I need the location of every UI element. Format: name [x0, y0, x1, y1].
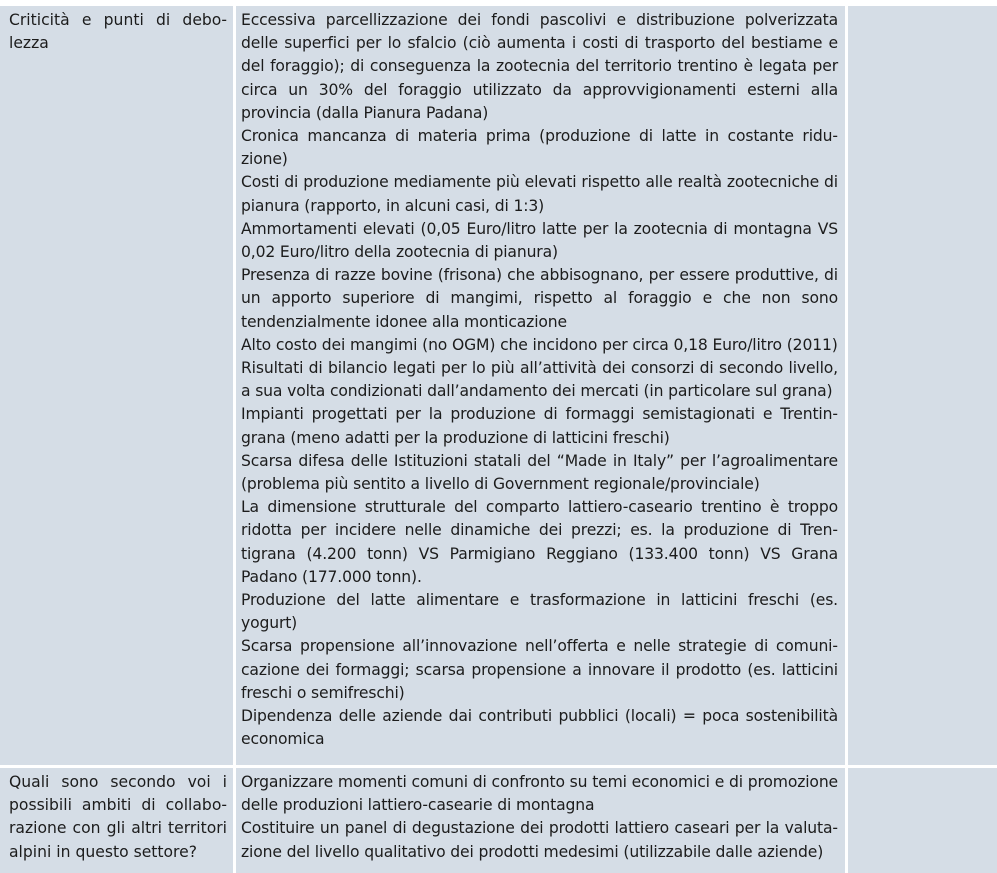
row-note [848, 768, 997, 771]
item-list [236, 6, 845, 752]
list-item: Scarsa difesa delle Istituzioni statali del “Made in Italy” per l’agroalimentare (problema più sentito a livello di Government regionale/provinciale) [241, 451, 838, 494]
table-row [0, 768, 997, 873]
row-content-cell [236, 6, 848, 768]
list-item: Scarsa propensione all’innovazione nell’offerta e nelle strategie di comunicazione dei formaggi; scarsa propensione a innovare il prodotto (es. latticini freschi o semifreschi) [241, 637, 838, 702]
list-item: Eccessiva parcellizzazione dei fondi pascolivi e distribuzione polverizzata delle superfici per lo sfalcio (ciò aumenta i costi di trasporto del bestiame e del foraggio); di conseguenza la zootecnia del territorio trentino è legata per circa un 30% del foraggio utilizzato da approvvigionamenti esterni alla provincia (dalla Pianura Padana) [241, 11, 838, 122]
row-note-cell [848, 6, 997, 768]
row-note-cell [848, 768, 997, 873]
row-label-weaknesses: Criticità e punti di debolezza [9, 11, 227, 53]
list-item: Organizzare momenti comuni di confronto su temi economici e di promozione delle produzioni lattiero-casearie di montagna [241, 773, 838, 815]
list-item: Impianti progettati per la produzione di formaggi semistagionati e Trentingrana (meno adatti per la produzione di latticini freschi) [241, 405, 838, 447]
row-content-cell [236, 768, 848, 873]
list-item: Costituire un panel di degustazione dei prodotti lattiero caseari per la valutazione del livello qualitativo dei prodotti medesimi (utilizzabile dalle aziende) [241, 819, 838, 861]
list-item: Produzione del latte alimentare e trasformazione in latticini freschi (es. yogurt) [241, 591, 838, 633]
list-item: Presenza di razze bovine (frisona) che abbisognano, per essere produttive, di un apporto superiore di mangimi, rispetto al foraggio e che non sono tendenzialmente idonee alla monticazione [241, 266, 838, 331]
item-list [236, 768, 845, 864]
row-note [848, 6, 997, 9]
list-item: Costi di produzione mediamente più elevati rispetto alle realtà zootecniche di pianura (rapporto, in alcuni casi, di 1:3) [241, 173, 838, 215]
list-item: Cronica mancanza di materia prima (produzione di latte in costante riduzione) [241, 127, 838, 169]
table-row [0, 6, 997, 768]
row-label-cell [0, 6, 236, 768]
list-item: Ammortamenti elevati (0,05 Euro/litro latte per la zootecnia di montagna VS 0,02 Euro/litro della zootecnia di pianura) [241, 219, 838, 262]
row-label-cell [0, 768, 236, 873]
document-table [0, 6, 997, 873]
list-item: La dimensione strutturale del comparto lattiero-caseario trentino è troppo ridotta per incidere nelle dinamiche dei prezzi; es. la produzione di Trentigrana (4.200 tonn) VS Parmigiano Reggiano (133.400 tonn) VS Grana Padano (177.000 tonn). [241, 498, 838, 586]
list-item: Risultati di bilancio legati per lo più all’attività dei consorzi di secondo livello, a sua volta condizionati dall’andamento dei mercati (in particolare sul grana) [241, 359, 838, 401]
list-item: Dipendenza delle aziende dai contributi pubblici (locali) = poca sostenibilità economica [241, 707, 838, 749]
row-label-collaboration: Quali sono secondo voi i possibili ambiti di collaborazione con gli altri territori alpini in questo settore? [9, 773, 227, 861]
list-item: Alto costo dei mangimi (no OGM) che incidono per circa 0,18 Euro/litro (2011) [241, 335, 838, 354]
